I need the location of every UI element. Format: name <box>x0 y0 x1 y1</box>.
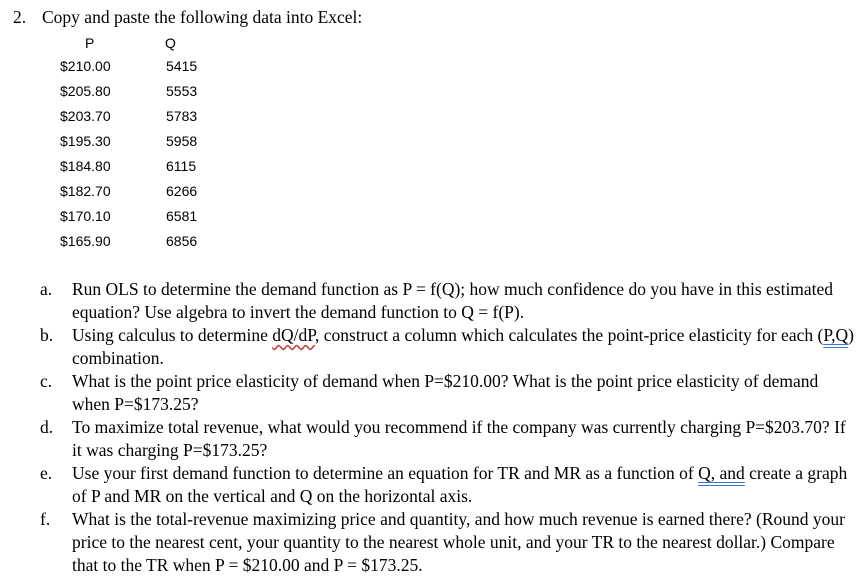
quantity-cell: 5553 <box>166 83 198 99</box>
quantity-cell: 5958 <box>166 133 198 149</box>
question-number: 2. <box>13 7 27 27</box>
price-cell: $195.30 <box>60 133 111 149</box>
quantity-cell: 6856 <box>166 233 198 249</box>
column-header-q: Q <box>165 35 176 51</box>
grammar-check-word: P,Q <box>823 325 849 345</box>
table-row <box>0 133 300 153</box>
list-item-c <box>40 370 855 416</box>
question-title <box>13 7 362 28</box>
table-row <box>0 233 300 253</box>
item-letter: b. <box>40 325 54 345</box>
item-letter: e. <box>40 463 53 483</box>
list-item-a <box>40 278 855 324</box>
grammar-check-word: Q, and <box>698 463 745 483</box>
list-item-d <box>40 416 855 462</box>
price-cell: $165.90 <box>60 233 111 249</box>
item-letter: a. <box>40 279 53 299</box>
quantity-cell: 5783 <box>166 108 198 124</box>
list-item-e <box>40 462 855 508</box>
item-letter: d. <box>40 417 54 437</box>
item-text: Using calculus to determine dQ/dP, construct a column which calculates the point-price elasticity for each (P,Q) combination. <box>72 325 854 368</box>
item-text: Use your first demand function to determine an equation for TR and MR as a function of Q, and create a graph of P and MR on the vertical and Q on the horizontal axis. <box>72 463 848 506</box>
table-row <box>0 108 300 128</box>
price-cell: $210.00 <box>60 58 111 74</box>
column-header-p: P <box>85 35 95 51</box>
spellcheck-word: dQ/dP <box>272 325 316 345</box>
item-letter: f. <box>40 509 51 529</box>
table-row <box>0 58 300 78</box>
item-letter: c. <box>40 371 53 391</box>
table-row <box>0 183 300 203</box>
quantity-cell: 6581 <box>166 208 198 224</box>
question-parts-list <box>40 278 855 577</box>
price-cell: $205.80 <box>60 83 111 99</box>
item-text: What is the total-revenue maximizing price and quantity, and how much revenue is earned there? (Round your price to the nearest cent, your quantity to the nearest whole unit, and your TR to the nearest dollar.) Compare that to the TR when P = $210.00 and P = $173.25. <box>72 509 845 575</box>
table-row <box>0 208 300 228</box>
question-text: Copy and paste the following data into Excel: <box>42 7 363 27</box>
quantity-cell: 5415 <box>166 58 198 74</box>
table-row <box>0 83 300 103</box>
list-item-b <box>40 324 855 370</box>
quantity-cell: 6266 <box>166 183 198 199</box>
price-cell: $184.80 <box>60 158 111 174</box>
item-text: To maximize total revenue, what would you recommend if the company was currently charging P=$203.70? If it was charging P=$173.25? <box>72 417 846 460</box>
item-text: Run OLS to determine the demand function as P = f(Q); how much confidence do you have in this estimated equation? Use algebra to invert the demand function to Q = f(P). <box>72 279 834 322</box>
price-cell: $203.70 <box>60 108 111 124</box>
item-text: What is the point price elasticity of demand when P=$210.00? What is the point price elasticity of demand when P=$173.25? <box>72 371 819 414</box>
table-row <box>0 158 300 178</box>
list-item-f <box>40 508 855 577</box>
price-cell: $170.10 <box>60 208 111 224</box>
price-cell: $182.70 <box>60 183 111 199</box>
quantity-cell: 6115 <box>166 158 197 174</box>
